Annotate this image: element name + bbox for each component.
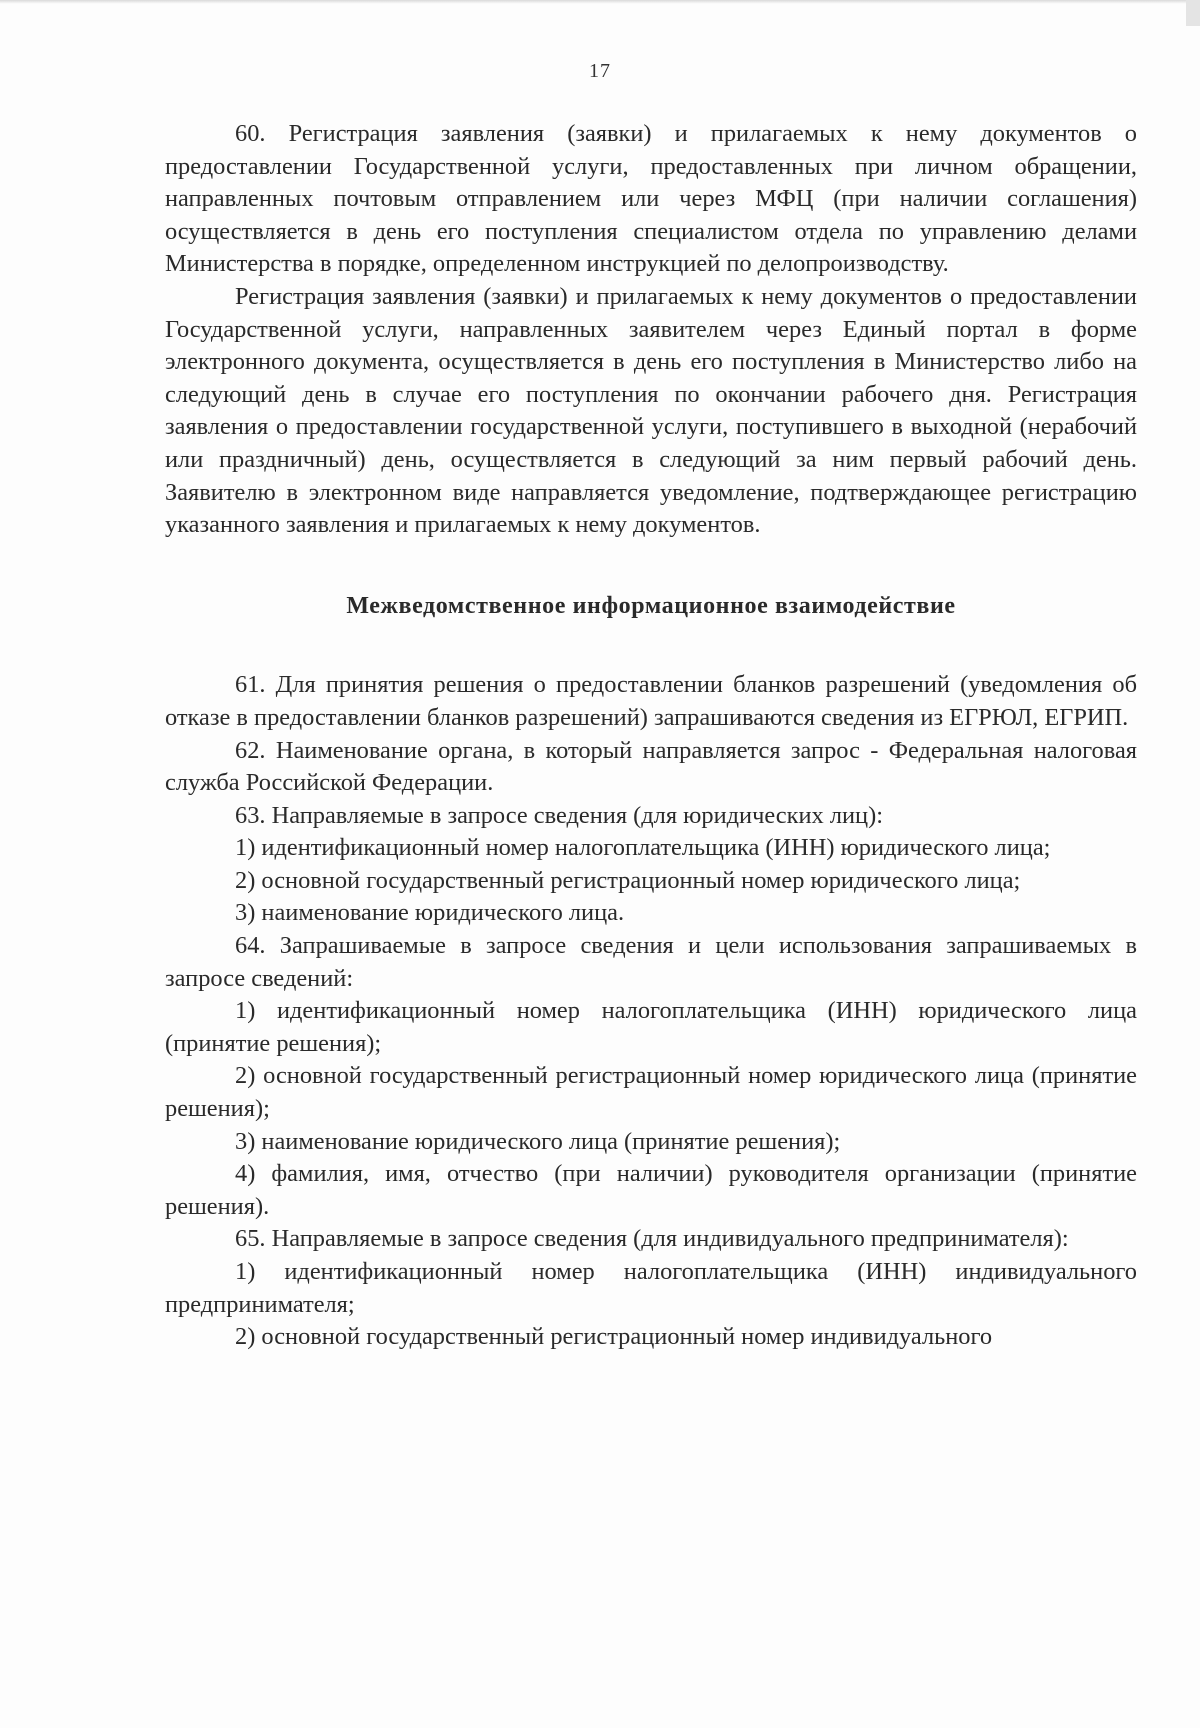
paragraph-62: 62. Наименование органа, в который направляется запрос - Федеральная налоговая служба Российской Федерации. [165,736,1137,797]
page-number: 17 [589,60,611,82]
list-item-64-4: 4) фамилия, имя, отчество (при наличии) руководителя организации (принятие решения). [165,1160,1137,1220]
list-item-63-1: 1) идентификационный номер налогоплательщика (ИНН) юридического лица; [235,834,1051,862]
list-item-65-2: 2) основной государственный регистрационный номер индивидуального [235,1323,993,1351]
list-item-65-1: 1) идентификационный номер налогоплательщика (ИНН) индивидуального предпринимателя; [165,1258,1137,1318]
scan-edge-right [1186,0,1200,26]
paragraph-64: 64. Запрашиваемые в запросе сведения и цели использования запрашиваемых в запросе сведений: [165,932,1137,992]
list-item-64-3: 3) наименование юридического лица (принятие решения); [235,1127,841,1155]
list-item-63-3: 3) наименование юридического лица. [235,899,625,927]
document-body [165,118,1137,1354]
list-item-63-2: 2) основной государственный регистрационный номер юридического лица; [235,866,1021,894]
scan-edge-top [0,0,1200,4]
list-item-64-2: 2) основной государственный регистрационный номер юридического лица (принятие решения); [165,1062,1137,1123]
paragraph-65: 65. Направляемые в запросе сведения (для индивидуального предпринимателя): [235,1225,1069,1253]
paragraph-registration-portal: Регистрация заявления (заявки) и прилагаемых к нему документов о предоставлении Государственной услуги, направленных заявителем через Единый портал в форме электронного документа, осуществляется в день его поступления в Министерство либо на следующий день в случае его поступления по окончании рабочего дня. Регистрация заявления о предоставлении государственной услуги, поступившего в выходной (нерабочий или праздничный) день, осуществляется в следующий за ним первый рабочий день. Заявителю в электронном виде направляется уведомление, подтверждающее регистрацию указанного заявления и прилагаемых к нему документов. [165,282,1137,539]
paragraph-63: 63. Направляемые в запросе сведения (для юридических лиц): [235,801,883,829]
paragraph-60: 60. Регистрация заявления (заявки) и прилагаемых к нему документов о предоставлении Государственной услуги, предоставленных при личном обращении, направленных почтовым отправлением или через МФЦ (при наличии соглашения) осуществляется в день его поступления специалистом отдела по управлению делами Министерства в порядке, определенном инструкцией по делопроизводству. [165,120,1137,278]
list-item-64-1: 1) идентификационный номер налогоплательщика (ИНН) юридического лица (принятие решения); [165,997,1137,1057]
paragraph-61: 61. Для принятия решения о предоставлении бланков разрешений (уведомления об отказе в предоставлении бланков разрешений) запрашиваются сведения из ЕГРЮЛ, ЕГРИП. [165,671,1137,731]
section-heading: Межведомственное информационное взаимодействие [346,592,956,619]
